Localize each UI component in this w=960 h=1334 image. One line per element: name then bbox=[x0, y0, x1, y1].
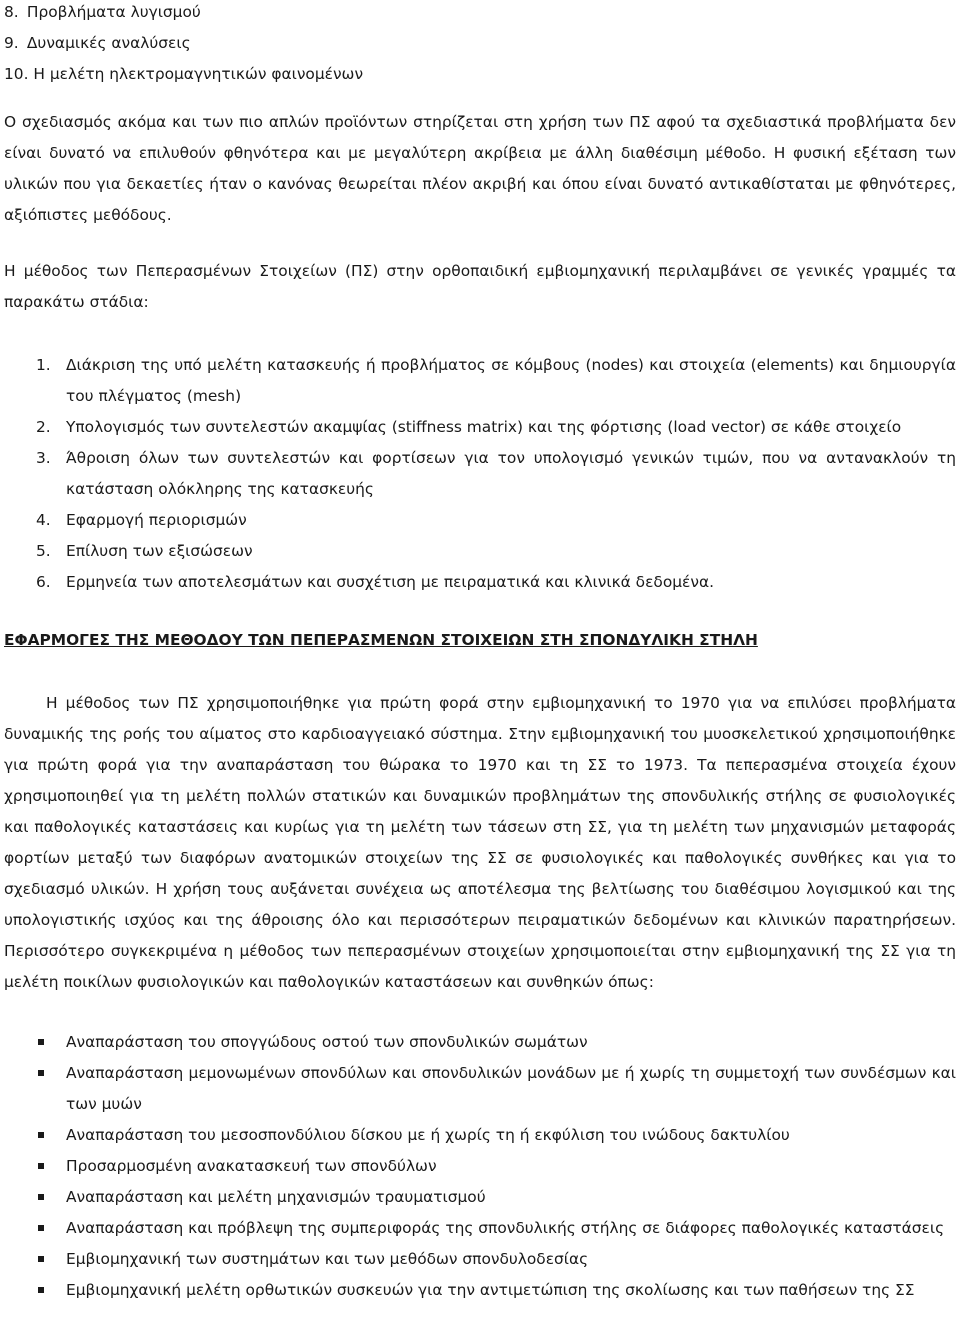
list-item: Εμβιομηχανική μελέτη ορθωτικών συσκευών για την αντιμετώπιση της σκολίωσης και των παθήσεων της ΣΣ bbox=[36, 1275, 956, 1306]
list-item: Αναπαράσταση του σπογγώδους οστού των σπονδυλικών σωμάτων bbox=[36, 1027, 956, 1058]
top-numbered-list bbox=[4, 0, 363, 93]
list-item: Αναπαράσταση μεμονωμένων σπονδύλων και σπονδυλικών μονάδων με ή χωρίς τη συμμετοχή των συνδέσμων και των μυών bbox=[36, 1058, 956, 1120]
list-item: 1. Διάκριση της υπό μελέτη κατασκευής ή προβλήματος σε κόμβους (nodes) και στοιχεία (elements) και δημιουργία του πλέγματος (mesh) bbox=[36, 356, 956, 405]
list-item: 10. Η μελέτη ηλεκτρομαγνητικών φαινομένων bbox=[4, 65, 364, 83]
list-item: 6. Ερμηνεία των αποτελεσμάτων και συσχέτιση με πειραματικά και κλινικά δεδομένα. bbox=[36, 573, 714, 591]
intro-paragraph: Ο σχεδιασμός ακόμα και των πιο απλών προϊόντων στηρίζεται στη χρήση των ΠΣ αφού τα σχεδιαστικά προβλήματα δεν είναι δυνατό να επιλυθούν φθηνότερα και με μεγαλύτερη ακρίβεια με άλλη διαθέσιμη μέθοδο. Η φυσική εξέταση των υλικών που για δεκαετίες ήταν ο κανόνας θεωρείται πλέον ακριβή και όπου είναι δυνατό αντικαθίσταται με φθηνότερες, αξιόπιστες μεθόδους. bbox=[4, 113, 956, 224]
bullet-icon bbox=[38, 1225, 44, 1231]
section-heading: ΕΦΑΡΜΟΓΕΣ ΤΗΣ ΜΕΘΟΔΟΥ ΤΩΝ ΠΕΠΕΡΑΣΜΕΝΩΝ ΣΤΟΙΧΕΙΩΝ ΣΤΗ ΣΠΟΝΔΥΛΙΚΗ ΣΤΗΛΗ bbox=[4, 631, 758, 649]
list-item: Αναπαράσταση και μελέτη μηχανισμών τραυματισμού bbox=[36, 1182, 956, 1213]
list-item: 8. Προβλήματα λυγισμού bbox=[4, 3, 201, 21]
bullet-icon bbox=[38, 1132, 44, 1138]
list-item: Προσαρμοσμένη ανακατασκευή των σπονδύλων bbox=[36, 1151, 956, 1182]
list-item: 5. Επίλυση των εξισώσεων bbox=[36, 542, 253, 560]
list-item: 3. Άθροιση όλων των συντελεστών και φορτίσεων για τον υπολογισμό γενικών τιμών, που να αντανακλούν τη κατάσταση ολόκληρης της κατασκευής bbox=[36, 449, 956, 498]
stages-intro-paragraph: Η μέθοδος των Πεπερασμένων Στοιχείων (ΠΣ) στην ορθοπαιδική εμβιομηχανική περιλαμβάνει σε γενικές γραμμές τα παρακάτω στάδια: bbox=[4, 262, 956, 311]
list-item: 9. Δυναμικές αναλύσεις bbox=[4, 34, 191, 52]
list-item: 2. Υπολογισμός των συντελεστών ακαμψίας (stiffness matrix) και της φόρτισης (load vector) σε κάθε στοιχείο bbox=[36, 418, 902, 436]
bullet-icon bbox=[38, 1287, 44, 1293]
list-item: 4. Εφαρμογή περιορισμών bbox=[36, 511, 247, 529]
bullet-icon bbox=[38, 1070, 44, 1076]
list-item: Αναπαράσταση του μεσοσπονδύλιου δίσκου με ή χωρίς τη ή εκφύλιση του ινώδους δακτυλίου bbox=[36, 1120, 956, 1151]
list-item: Αναπαράσταση και πρόβλεψη της συμπεριφοράς της σπονδυλικής στήλης σε διάφορες παθολογικές καταστάσεις bbox=[36, 1213, 956, 1244]
bullet-icon bbox=[38, 1256, 44, 1262]
bullet-icon bbox=[38, 1194, 44, 1200]
applications-bullet-list bbox=[36, 1027, 956, 1306]
bullet-icon bbox=[38, 1039, 44, 1045]
bullet-icon bbox=[38, 1163, 44, 1169]
stages-list bbox=[36, 350, 956, 598]
list-item: Εμβιομηχανική των συστημάτων και των μεθόδων σπονδυλοδεσίας bbox=[36, 1244, 956, 1275]
applications-paragraph: Η μέθοδος των ΠΣ χρησιμοποιήθηκε για πρώτη φορά στην εμβιομηχανική το 1970 για να επιλύσει προβλήματα δυναμικής της ροής του αίματος στο καρδιοαγγειακό σύστημα. Στην εμβιομηχανική του μυοσκελετικού χρησιμοποιήθηκε για πρώτη φορά για την αναπαράσταση του θώρακα το 1970 και τη ΣΣ το 1973. Τα πεπερασμένα στοιχεία έχουν χρησιμοποιηθεί για τη μελέτη πολλών στατικών και δυναμικών προβλημάτων της σπονδυλικής στήλης σε φυσιολογικές και παθολογικές καταστάσεις και κυρίως για τη μελέτη των τάσεων στη ΣΣ, για τη μελέτη των μηχανισμών μεταφοράς φορτίων μεταξύ των διαφόρων ανατομικών στοιχείων της ΣΣ σε φυσιολογικές και παθολογικές συνθήκες και για το σχεδιασμό υλικών. Η χρήση τους αυξάνεται συνέχεια ως αποτέλεσμα της βελτίωσης του διαθέσιμου λογισμικού και της υπολογιστικής ισχύος και της άθροισης όλο και περισσότερων πειραματικών δεδομένων και κλινικών παρατηρήσεων. Περισσότερο συγκεκριμένα η μέθοδος των πεπερασμένων στοιχείων χρησιμοποιείται στην εμβιομηχανική της ΣΣ για τη μελέτη ποικίλων φυσιολογικών και παθολογικών καταστάσεων και συνθηκών όπως: bbox=[4, 694, 956, 991]
